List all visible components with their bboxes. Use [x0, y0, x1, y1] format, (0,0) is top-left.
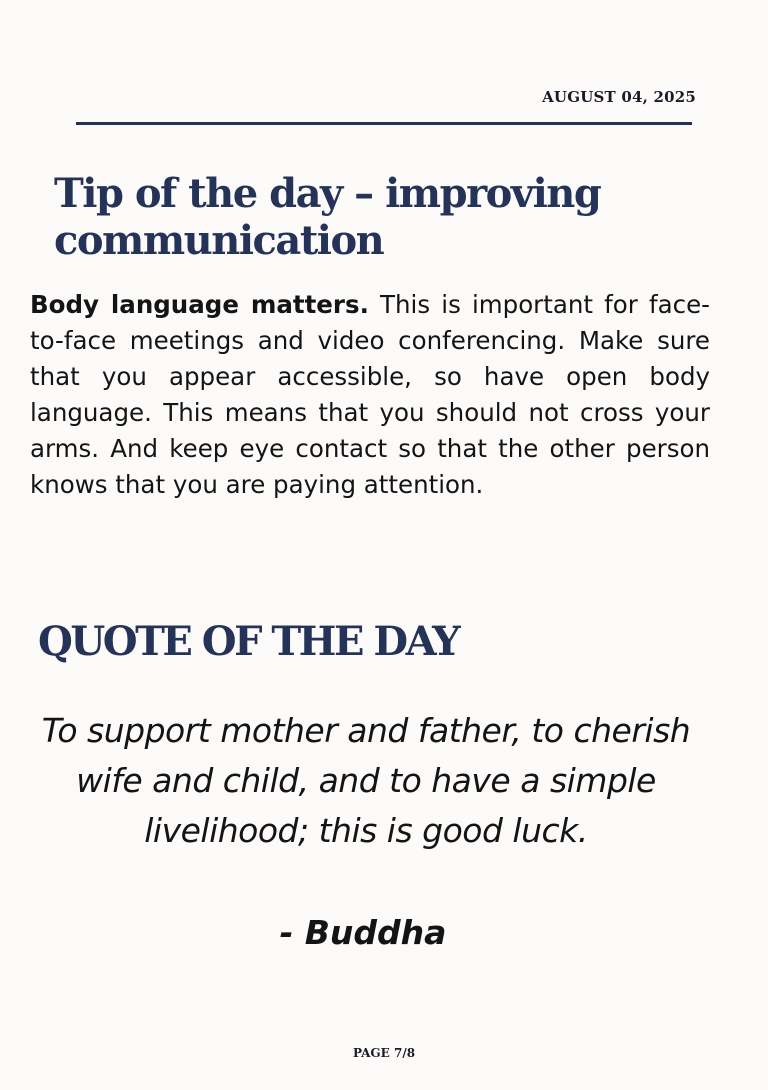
tip-lead: Body language matters.: [30, 290, 369, 319]
quote-heading: QUOTE OF THE DAY: [38, 618, 459, 665]
date-label: AUGUST 04, 2025: [542, 88, 696, 106]
tip-title: Tip of the day – improving communication: [54, 170, 601, 264]
page-number: PAGE 7/8: [352, 1046, 416, 1060]
tip-body-text: This is important for face-to-face meetings and video conferencing. Make sure that you appear accessible, so have open body language. This means that you should not cross your arms. And keep eye contact so that the other person knows that you are paying attention.: [30, 290, 711, 499]
quote-author: - Buddha: [279, 913, 447, 952]
header-divider: [76, 122, 692, 125]
quote-text: To support mother and father, to cherish wife and child, and to have a simple livelihood; this is good luck.: [41, 711, 691, 850]
tip-paragraph: [30, 287, 710, 503]
